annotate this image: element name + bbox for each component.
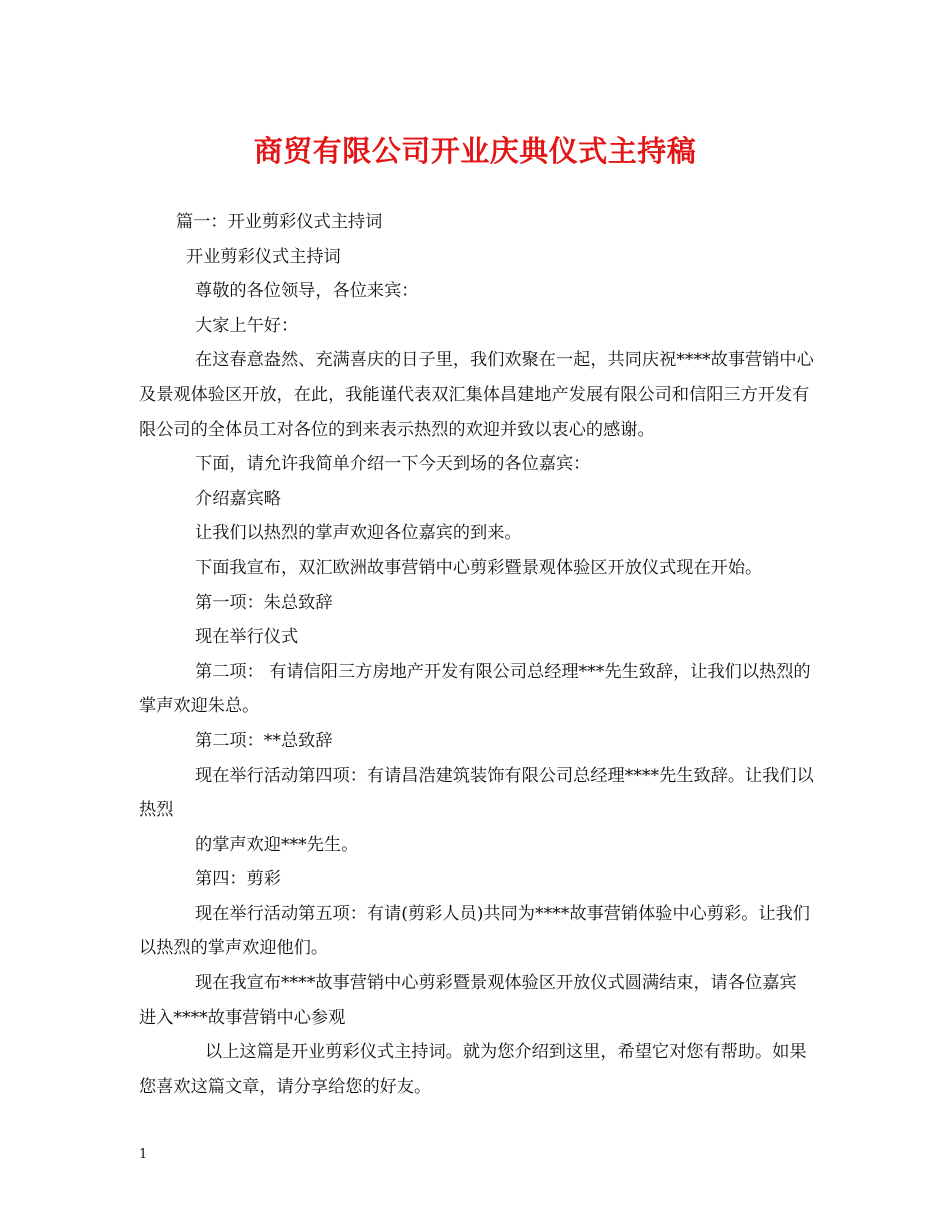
paragraph: 介绍嘉宾略	[195, 488, 281, 509]
salutation: 尊敬的各位领导，各位来宾：	[195, 281, 419, 302]
greeting: 大家上午好：	[195, 315, 299, 336]
opening-paragraph: 在这春意盎然、充满喜庆的日子里，我们欢聚在一起，共同庆祝****故事营销中心及景观体验区开放，在此，我能谨代表双汇集体昌建地产发展有限公司和信阳三方开发有限公司的全体员工对各位的到来表示热烈的欢迎并致以衷心的感谢。	[139, 350, 814, 440]
agenda-item: 第二项：**总致辞	[195, 730, 333, 751]
paragraph: 让我们以热烈的掌声欢迎各位嘉宾的到来。	[195, 523, 522, 544]
closing-paragraph: 现在我宣布****故事营销中心剪彩暨景观体验区开放仪式圆满结束，请各位嘉宾 进入****故事营销中心参观	[139, 973, 797, 1028]
sub-heading: 开业剪彩仪式主持词	[186, 246, 341, 267]
agenda-item: 第一项：朱总致辞	[195, 592, 333, 613]
paragraph: 现在举行仪式	[195, 627, 299, 648]
section-heading: 篇一：开业剪彩仪式主持词	[176, 212, 383, 232]
page-number: 1	[139, 1147, 148, 1162]
paragraph: 现在举行活动第五项：有请(剪彩人员)共同为****故事营销体验中心剪彩。让我们以热烈的掌声欢迎他们。	[139, 903, 810, 959]
document-body	[139, 205, 815, 1104]
summary-paragraph: 以上这篇是开业剪彩仪式主持词。就为您介绍到这里，希望它对您有帮助。如果您喜欢这篇文章，请分享给您的好友。	[139, 1042, 807, 1097]
paragraph: 下面我宣布，双汇欧洲故事营销中心剪彩暨景观体验区开放仪式现在开始。	[195, 557, 763, 578]
document-title: 商贸有限公司开业庆典仪式主持稿	[253, 134, 697, 168]
agenda-item: 第四：剪彩	[195, 869, 281, 890]
paragraph: 的掌声欢迎***先生。	[195, 834, 359, 855]
agenda-item: 第二项： 有请信阳三方房地产开发有限公司总经理***先生致辞，让我们以热烈的掌声欢迎朱总。	[139, 661, 811, 717]
paragraph: 下面，请允许我简单介绍一下今天到场的各位嘉宾：	[195, 454, 591, 475]
paragraph: 现在举行活动第四项：有请昌浩建筑装饰有限公司总经理****先生致辞。让我们以热烈	[139, 765, 814, 821]
